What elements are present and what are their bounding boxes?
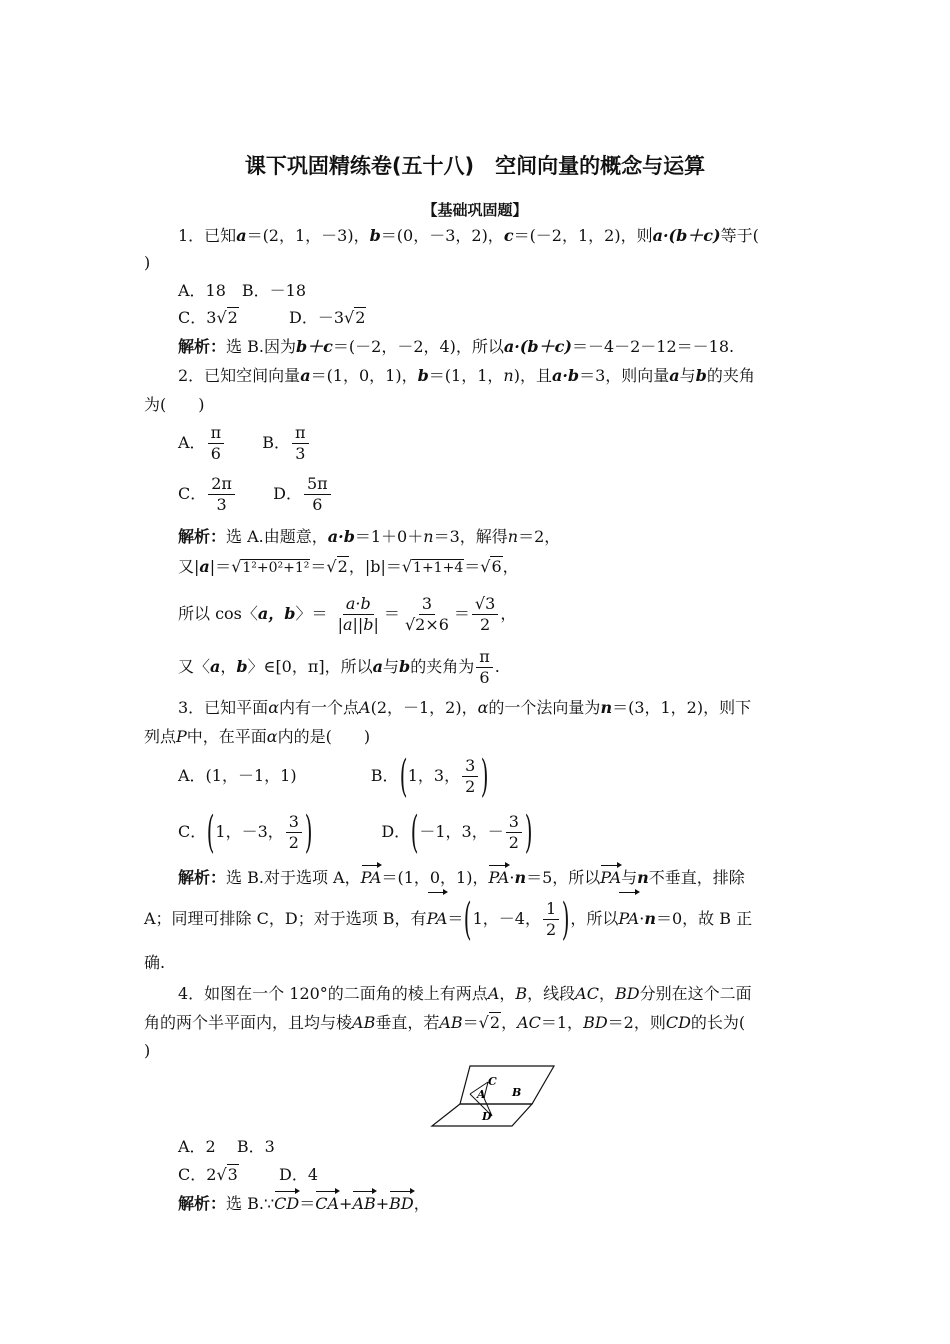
- q2-options-cd: C． $\frac{2\pi}{3}$ D． $\frac{5\pi}{6}$: [178, 474, 333, 515]
- section-heading: 【基础巩固题】: [422, 201, 528, 219]
- q1-options-cd: C．3√2 D．－3√2: [178, 308, 366, 327]
- q2-solution-line2: 又|a|＝√1²+0²+1²＝√2，|b|＝√1+1+4＝√6，: [178, 557, 519, 576]
- q3-solution-line2: A；同理可排除 C，D；对于选项 B，有PA＝(1，－4， $\frac{1}{2}$ )，所以PA·n＝0，故 B 正: [144, 893, 753, 945]
- q4-stem: 4．如图在一个 120°的二面角的棱上有两点A，B，线段AC，BD分别在这个二面: [178, 984, 752, 1003]
- q3-stem-line2: 列点P中，在平面α内的是( ): [144, 727, 371, 746]
- q4-solution: 解析：选 B.∵CD＝CA+AB+BD，: [178, 1194, 430, 1213]
- figure-label-d: D: [482, 1110, 492, 1123]
- q1-stem: 1．已知a＝(2，1，－3)，b＝(0，－3，2)，c＝(－2，1，2)，则a·(b＋c)等于(: [178, 226, 759, 245]
- dihedral-angle-figure: [422, 1064, 562, 1128]
- q2-solution-line4: 又〈a，b〉∈[0，π]，所以a与b的夹角为 $\frac{\pi}{6}$ .: [178, 647, 500, 687]
- q3-solution-line3: 确.: [144, 953, 166, 972]
- figure-label-b: B: [512, 1086, 522, 1099]
- q2-stem-line2: 为( ): [144, 395, 205, 414]
- q4-stem-line2: 角的两个半平面内，且均与棱AB垂直，若AB＝√2，AC＝1，BD＝2，则CD的长为(: [144, 1013, 746, 1032]
- figure-label-a: A: [477, 1088, 486, 1101]
- q4-options-ab: A．2 B．3: [178, 1137, 275, 1156]
- q3-stem: 3．已知平面α内有一个点A(2，－1，2)，α的一个法向量为n＝(3，1，2)，则下: [178, 698, 752, 717]
- q1-solution: 解析：选 B.因为b＋c＝(－2，－2，4)，所以a·(b＋c)＝－4－2－12＝－18.: [178, 337, 735, 356]
- q1-stem-close: ): [144, 253, 151, 272]
- q2-solution-line3: 所以 cos〈a，b〉＝ $\frac{a\cdot b}{|a||b|}$ ＝ $\frac{3}{√2\times 6}$ ＝ $\frac{√3}{2}$ ，: [178, 594, 517, 634]
- q3-solution-line1: 解析：选 B.对于选项 A，PA＝(1，0，1)，PA·n＝5，所以PA与n不垂直，排除: [178, 868, 745, 887]
- q4-stem-line3: ): [144, 1041, 151, 1060]
- q3-options-cd: C．(1，－3， $\frac{3}{2}$ ) D．(－1，3，－ $\frac{3}{2}$ ): [178, 806, 533, 858]
- q3-options-ab: A．(1，－1，1) B．(1，3， $\frac{3}{2}$ ): [178, 750, 489, 802]
- q2-stem: 2．已知空间向量a＝(1，0，1)，b＝(1，1，n)，且a·b＝3，则向量a与b的夹角: [178, 366, 755, 385]
- q4-options-cd: C．2√3 D．4: [178, 1165, 319, 1184]
- figure-label-c: C: [488, 1075, 497, 1088]
- q1-options-ab: A．18 B．－18: [178, 281, 307, 300]
- q2-solution-line1: 解析：选 A.由题意，a·b＝1＋0＋n＝3，解得n＝2，: [178, 527, 561, 546]
- q2-options-ab: A． $\frac{\pi}{6}$ B． $\frac{\pi}{3}$: [178, 423, 311, 464]
- page-title: 课下巩固精练卷(五十八) 空间向量的概念与运算: [244, 154, 706, 178]
